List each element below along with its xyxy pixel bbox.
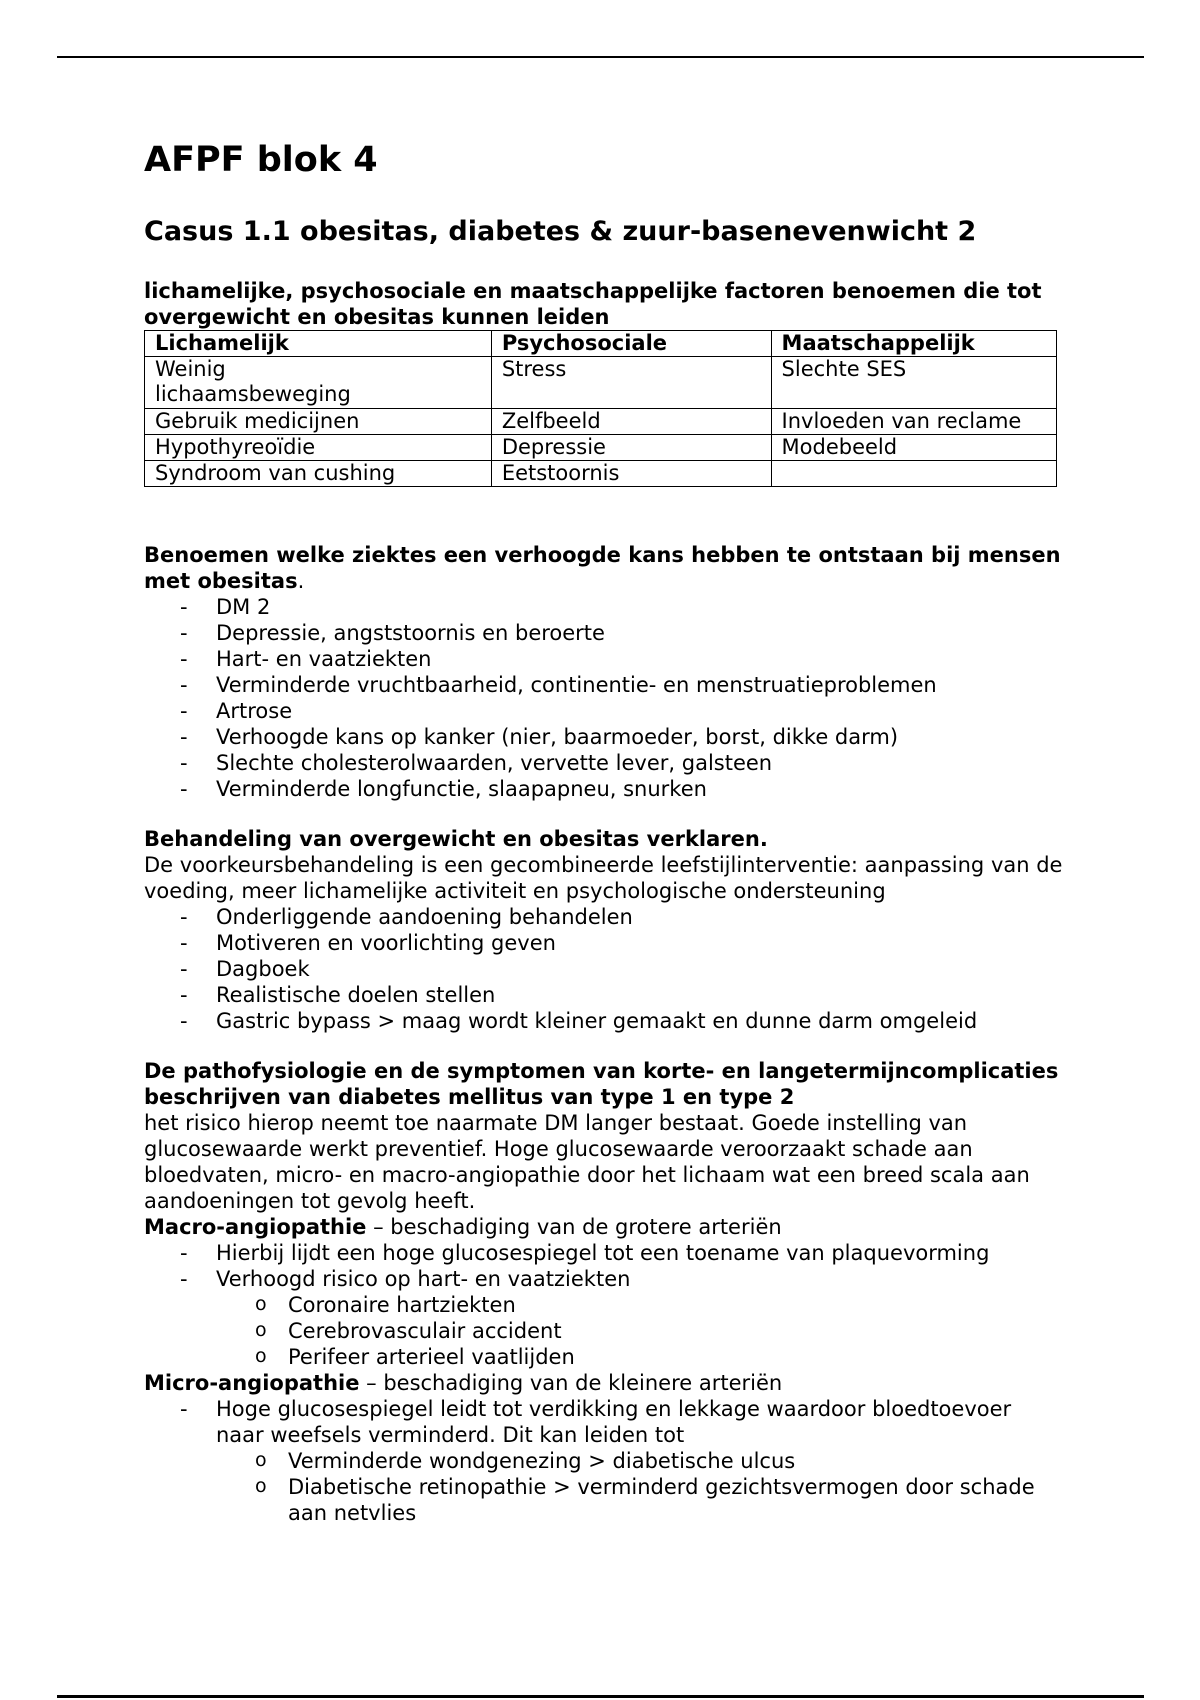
list-item: - Slechte cholesterolwaarden, vervette lever, galsteen [144, 750, 1064, 776]
list-item: - Artrose [144, 698, 1064, 724]
table-cell: Hypothyreoïdie [145, 435, 492, 461]
table-cell: Modebeeld [771, 435, 1056, 461]
table-row [145, 461, 1057, 487]
list-item: - Hierbij lijdt een hoge glucosespiegel tot een toename van plaquevorming [144, 1240, 1064, 1266]
list-item: - Verhoogd risico op hart- en vaatziekten [144, 1266, 1064, 1292]
table-cell: Gebruik medicijnen [145, 409, 492, 435]
disease-list [144, 594, 1064, 802]
sub-list-item: o Coronaire hartziekten [216, 1292, 1064, 1318]
page-subtitle: Casus 1.1 obesitas, diabetes & zuur-basenevenwicht 2 [144, 216, 977, 247]
page-title: AFPF blok 4 [144, 140, 378, 180]
micro-desc: – beschadiging van de kleinere arteriën [359, 1371, 783, 1395]
table-cell: Zelfbeeld [491, 409, 771, 435]
micro-list [144, 1396, 1064, 1448]
table-cell: Syndroom van cushing [145, 461, 492, 487]
macro-list [144, 1240, 1064, 1292]
table-cell: Eetstoornis [491, 461, 771, 487]
table-header-cell: Maatschappelijk [771, 331, 1056, 357]
table-cell: Weinig lichaamsbeweging [145, 357, 492, 409]
macro-angiopathie-line [144, 1214, 1064, 1240]
sub-list-item: o Perifeer arterieel vaatlijden [216, 1344, 1064, 1370]
table-row [145, 357, 1057, 409]
list-item: - Dagboek [144, 956, 1064, 982]
macro-sublist [144, 1292, 1064, 1370]
list-item: - Verminderde vruchtbaarheid, continentie- en menstruatieproblemen [144, 672, 1064, 698]
treatment-list [144, 904, 1064, 1034]
section-factors-heading: lichamelijke, psychosociale en maatschappelijke factoren benoemen die tot overgewicht en obesitas kunnen leiden [144, 279, 1042, 329]
table-cell: Depressie [491, 435, 771, 461]
table-cell: Invloeden van reclame [771, 409, 1056, 435]
table-cell [771, 461, 1056, 487]
factors-table [144, 330, 1057, 487]
table-cell: Slechte SES [771, 357, 1056, 409]
heading-text: Benoemen welke ziektes een verhoogde kans hebben te ontstaan bij mensen met obesitas [144, 543, 1061, 593]
macro-desc: – beschadiging van de grotere arteriën [366, 1215, 782, 1239]
sub-list-item: o Cerebrovasculair accident [216, 1318, 1064, 1344]
table-header-row [145, 331, 1057, 357]
table-row [145, 435, 1057, 461]
section-diseases-heading [144, 542, 1064, 594]
list-item: - Hart- en vaatziekten [144, 646, 1064, 672]
table-header-cell: Psychosociale [491, 331, 771, 357]
section-diseases [144, 542, 1064, 802]
sub-list-item: o Diabetische retinopathie > verminderd gezichtsvermogen door schade aan netvlies [216, 1474, 1064, 1526]
micro-sublist [144, 1448, 1064, 1526]
macro-term: Macro-angiopathie [144, 1215, 367, 1239]
section-diabetes-heading: De pathofysiologie en de symptomen van korte- en langetermijncomplicaties beschrijven van diabetes mellitus van type 1 en type 2 [144, 1059, 1059, 1109]
table-row [145, 409, 1057, 435]
section-diabetes-intro: het risico hierop neemt toe naarmate DM langer bestaat. Goede instelling van glucosewaarde werkt preventief. Hoge glucosewaarde veroorzaakt schade aan bloedvaten, micro- en macro-angiopathie door het lichaam wat een breed scala aan aandoeningen tot gevolg heeft. [144, 1111, 1030, 1213]
micro-angiopathie-line [144, 1370, 1064, 1396]
section-diabetes [144, 1058, 1064, 1526]
table-header-cell: Lichamelijk [145, 331, 492, 357]
heading-period: . [297, 569, 305, 593]
list-item: - DM 2 [144, 594, 1064, 620]
list-item: - Verhoogde kans op kanker (nier, baarmoeder, borst, dikke darm) [144, 724, 1064, 750]
list-item: - Hoge glucosespiegel leidt tot verdikking en lekkage waardoor bloedtoevoer naar weefsels verminderd. Dit kan leiden tot [144, 1396, 1064, 1448]
list-item: - Motiveren en voorlichting geven [144, 930, 1064, 956]
list-item: - Gastric bypass > maag wordt kleiner gemaakt en dunne darm omgeleid [144, 1008, 1064, 1034]
list-item: - Verminderde longfunctie, slaapapneu, snurken [144, 776, 1064, 802]
micro-term: Micro-angiopathie [144, 1371, 360, 1395]
sub-list-item: o Verminderde wondgenezing > diabetische ulcus [216, 1448, 1064, 1474]
list-item: - Realistische doelen stellen [144, 982, 1064, 1008]
list-item: - Depressie, angststoornis en beroerte [144, 620, 1064, 646]
section-treatment-heading: Behandeling van overgewicht en obesitas verklaren. [144, 827, 768, 851]
section-treatment [144, 826, 1064, 1034]
list-item: - Onderliggende aandoening behandelen [144, 904, 1064, 930]
header-rule [57, 56, 1144, 58]
footer-rule [57, 1695, 1144, 1698]
table-cell: Stress [491, 357, 771, 409]
section-treatment-intro: De voorkeursbehandeling is een gecombineerde leefstijlinterventie: aanpassing van de voeding, meer lichamelijke activiteit en psychologische ondersteuning [144, 853, 1063, 903]
